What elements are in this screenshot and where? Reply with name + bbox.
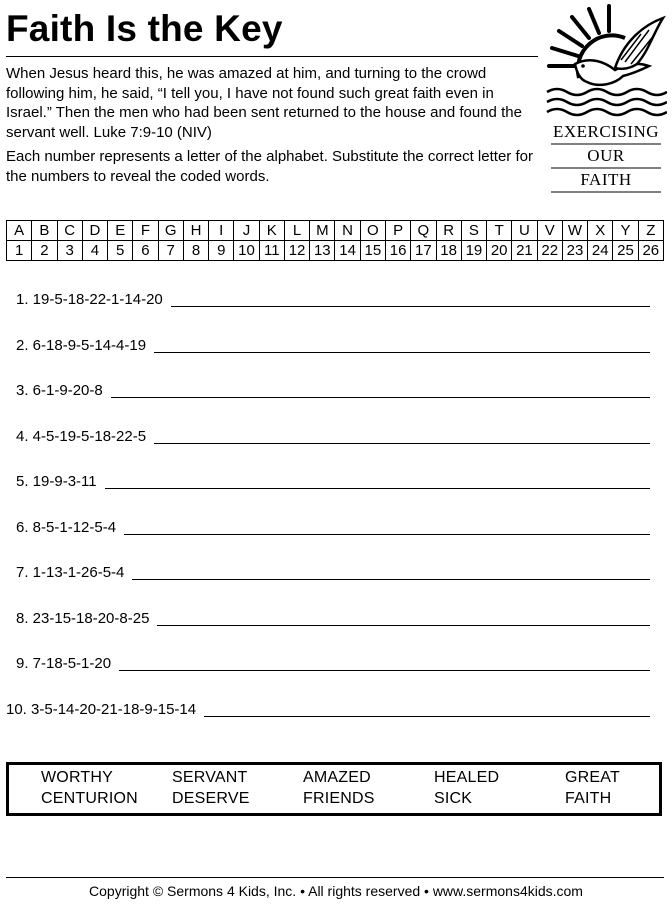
cipher-number: 12 bbox=[284, 241, 309, 261]
answer-line[interactable] bbox=[105, 487, 650, 489]
cipher-letter: H bbox=[183, 221, 208, 241]
cipher-letter: Y bbox=[613, 221, 638, 241]
answer-line[interactable] bbox=[171, 305, 650, 307]
word-bank-word: SICK bbox=[434, 790, 473, 807]
coded-word: 1. 19-5-18-22-1-14-20 bbox=[16, 291, 163, 308]
cipher-number: 3 bbox=[57, 241, 82, 261]
cipher-number: 7 bbox=[158, 241, 183, 261]
cipher-letter: V bbox=[537, 221, 562, 241]
cipher-letter: X bbox=[588, 221, 613, 241]
cipher-letter: K bbox=[259, 221, 284, 241]
cipher-letters-row bbox=[7, 221, 664, 241]
word-bank-word: SERVANT bbox=[172, 769, 248, 786]
cipher-letter: O bbox=[360, 221, 385, 241]
cipher-number: 5 bbox=[108, 241, 133, 261]
cipher-letter: L bbox=[284, 221, 309, 241]
footer-divider bbox=[6, 877, 664, 878]
cipher-number: 8 bbox=[183, 241, 208, 261]
cipher-number: 22 bbox=[537, 241, 562, 261]
answer-line[interactable] bbox=[124, 533, 650, 535]
cipher-number: 10 bbox=[234, 241, 259, 261]
word-bank bbox=[6, 762, 662, 816]
question-row bbox=[16, 380, 650, 400]
word-bank-word: DESERVE bbox=[172, 790, 250, 807]
cipher-number: 20 bbox=[487, 241, 512, 261]
cipher-number: 11 bbox=[259, 241, 284, 261]
answer-line[interactable] bbox=[111, 396, 650, 398]
word-bank-word: GREAT bbox=[565, 769, 620, 786]
cipher-number: 13 bbox=[310, 241, 335, 261]
word-bank-word: AMAZED bbox=[303, 769, 371, 786]
logo-line-exercising: EXERCISING bbox=[552, 122, 660, 141]
coded-word: 2. 6-18-9-5-14-4-19 bbox=[16, 337, 147, 354]
question-row bbox=[16, 471, 650, 491]
cipher-number: 24 bbox=[588, 241, 613, 261]
instructions: Each number represents a letter of the alphabet. Substitute the correct letter for the numbers to reveal the coded words. bbox=[6, 148, 533, 185]
answer-line[interactable] bbox=[119, 669, 650, 671]
question-row bbox=[16, 653, 650, 673]
cipher-letter: C bbox=[57, 221, 82, 241]
logo-line-our: OUR bbox=[587, 146, 625, 165]
coded-word: 7. 1-13-1-26-5-4 bbox=[16, 564, 125, 581]
cipher-number: 21 bbox=[512, 241, 537, 261]
coded-word: 5. 19-9-3-11 bbox=[16, 473, 97, 490]
coded-word: 4. 4-5-19-5-18-22-5 bbox=[16, 428, 147, 445]
logo-line-faith: FAITH bbox=[580, 170, 632, 189]
cipher-letter: N bbox=[335, 221, 360, 241]
cipher-letter: Z bbox=[638, 221, 663, 241]
cipher-letter: E bbox=[108, 221, 133, 241]
answer-line[interactable] bbox=[154, 351, 650, 353]
cipher-number: 16 bbox=[385, 241, 410, 261]
copyright-footer: Copyright © Sermons 4 Kids, Inc. • All rights reserved • www.sermons4kids.com bbox=[89, 883, 583, 899]
coded-word: 10. 3-5-14-20-21-18-9-15-14 bbox=[6, 701, 197, 718]
question-row bbox=[16, 608, 650, 628]
page-title: Faith Is the Key bbox=[6, 8, 283, 49]
cipher-number: 2 bbox=[32, 241, 57, 261]
cipher-letter: M bbox=[310, 221, 335, 241]
answer-line[interactable] bbox=[157, 624, 650, 626]
cipher-number: 9 bbox=[209, 241, 234, 261]
question-row bbox=[16, 335, 650, 355]
question-row bbox=[16, 426, 650, 446]
cipher-letter: D bbox=[82, 221, 107, 241]
word-bank-word: FAITH bbox=[565, 790, 612, 807]
cipher-letter: R bbox=[436, 221, 461, 241]
cipher-number: 14 bbox=[335, 241, 360, 261]
cipher-letter: J bbox=[234, 221, 259, 241]
cipher-numbers-row bbox=[7, 241, 664, 261]
exercising-our-faith-logo bbox=[545, 4, 667, 194]
cipher-letter: G bbox=[158, 221, 183, 241]
logo-dividers bbox=[545, 4, 667, 194]
question-row bbox=[16, 562, 650, 582]
word-bank-word: HEALED bbox=[434, 769, 500, 786]
coded-word: 8. 23-15-18-20-8-25 bbox=[16, 610, 150, 627]
cipher-number: 17 bbox=[411, 241, 436, 261]
cipher-letter: T bbox=[487, 221, 512, 241]
word-bank-word: CENTURION bbox=[41, 790, 138, 807]
cipher-letter: U bbox=[512, 221, 537, 241]
coded-word: 3. 6-1-9-20-8 bbox=[16, 382, 103, 399]
cipher-number: 4 bbox=[82, 241, 107, 261]
answer-line[interactable] bbox=[154, 442, 650, 444]
coded-word: 6. 8-5-1-12-5-4 bbox=[16, 519, 117, 536]
cipher-number: 26 bbox=[638, 241, 663, 261]
question-row bbox=[16, 517, 650, 537]
title-divider bbox=[6, 56, 538, 57]
cipher-letter: I bbox=[209, 221, 234, 241]
cipher-number: 6 bbox=[133, 241, 158, 261]
cipher-letter: F bbox=[133, 221, 158, 241]
cipher-letter: P bbox=[385, 221, 410, 241]
cipher-letter: W bbox=[562, 221, 587, 241]
answer-line[interactable] bbox=[132, 578, 650, 580]
scripture-passage: When Jesus heard this, he was amazed at him, and turning to the crowd following him, he said, “I tell you, I have not found such great faith even in Israel.” Then the men who had been sent returned to the house and found the servant well. Luke 7:9-10 (NIV) bbox=[6, 65, 522, 141]
cipher-key-table bbox=[6, 220, 664, 261]
cipher-number: 23 bbox=[562, 241, 587, 261]
cipher-number: 18 bbox=[436, 241, 461, 261]
cipher-number: 25 bbox=[613, 241, 638, 261]
cipher-letter: Q bbox=[411, 221, 436, 241]
answer-line[interactable] bbox=[204, 715, 650, 717]
word-bank-word: FRIENDS bbox=[303, 790, 375, 807]
cipher-letter: S bbox=[461, 221, 486, 241]
question-row bbox=[6, 699, 650, 719]
question-row bbox=[16, 289, 650, 309]
cipher-number: 15 bbox=[360, 241, 385, 261]
coded-word: 9. 7-18-5-1-20 bbox=[16, 655, 112, 672]
cipher-number: 1 bbox=[7, 241, 32, 261]
cipher-letter: A bbox=[7, 221, 32, 241]
word-bank-word: WORTHY bbox=[41, 769, 114, 786]
cipher-letter: B bbox=[32, 221, 57, 241]
cipher-number: 19 bbox=[461, 241, 486, 261]
